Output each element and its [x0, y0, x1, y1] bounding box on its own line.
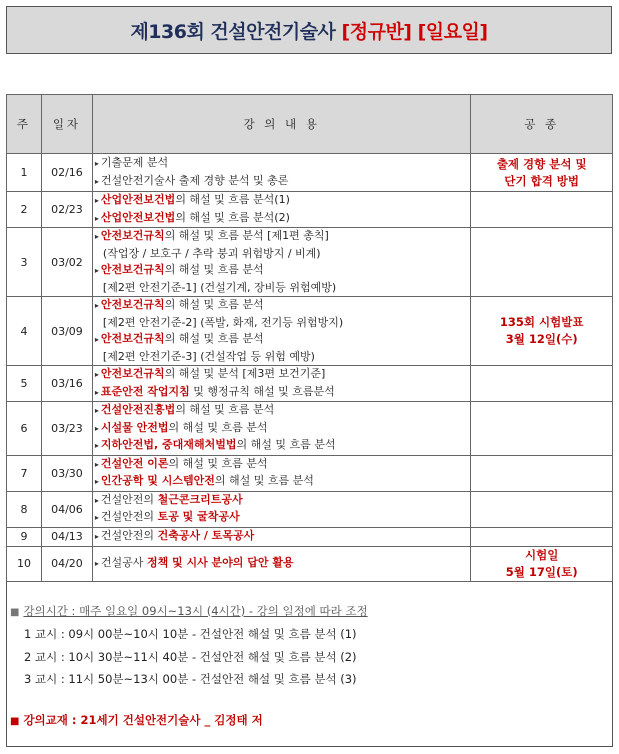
title-tag-regular: [정규반] — [341, 20, 412, 43]
table-row — [7, 491, 613, 527]
content-line — [95, 155, 467, 173]
date-cell: 03/02 — [41, 228, 92, 297]
content-line — [95, 366, 467, 384]
content-text: 의 해설 및 흐름 분석 — [164, 332, 264, 345]
content-text: 의 해설 및 흐름 분석 — [214, 474, 314, 487]
note-line: 5월 17일(토) — [505, 564, 578, 579]
content-text: 의 해설 및 흐름 분석 — [168, 420, 268, 434]
content-text: 건설안전의 — [100, 492, 158, 506]
table-row — [7, 154, 613, 192]
note-cell — [471, 402, 613, 456]
date-cell: 03/23 — [41, 402, 92, 456]
content-text: 의 해설 및 흐름 분석 — [236, 438, 336, 451]
content-line — [95, 528, 467, 546]
note-line: 시험일 — [525, 547, 559, 562]
date-cell: 02/16 — [41, 154, 92, 192]
content-line — [95, 331, 467, 349]
period-3: 3 교시 : 11시 50분~13시 00분 - 건설안전 해설 및 흐름 분석 (3) — [24, 672, 357, 686]
content-line — [95, 228, 467, 246]
content-text: 건설공사 — [100, 555, 147, 569]
highlight-text: 철근콘크리트공사 — [157, 492, 243, 506]
table-row — [7, 402, 613, 456]
highlight-text: 산업안전보건법 — [100, 193, 176, 206]
content-cell — [92, 402, 471, 456]
content-line — [95, 492, 467, 510]
content-text: 기출문제 분석 — [100, 156, 169, 169]
highlight-text: 인간공학 및 시스템안전 — [100, 474, 215, 487]
textbook — [10, 712, 263, 728]
schedule-table — [6, 94, 613, 582]
content-cell — [92, 154, 471, 192]
week-cell: 6 — [7, 402, 42, 456]
content-line — [95, 456, 467, 474]
table-row — [7, 192, 613, 228]
content-line — [95, 280, 467, 297]
highlight-text: 건축공사 / 토목공사 — [157, 528, 255, 542]
content-line — [95, 509, 467, 527]
content-text: [제2편 안전기준-3] (건설작업 등 위험 예방) — [102, 349, 315, 363]
date-cell: 04/06 — [41, 491, 92, 527]
textbook-text: 강의교재 : 21세기 건설안전기술사 _ 김정태 저 — [23, 713, 263, 727]
highlight-text: 안전보건규칙 — [100, 332, 165, 345]
header-content: 강 의 내 용 — [92, 95, 471, 154]
content-text: [제2편 안전기준-1] (건설기계, 장비등 위험예방) — [102, 280, 337, 294]
content-line — [95, 246, 467, 263]
highlight-text: 안전보건규칙 — [100, 263, 165, 276]
note-cell — [471, 491, 613, 527]
highlight-text: 산업안전보건법 — [100, 210, 176, 224]
content-cell — [92, 297, 471, 366]
highlight-text: 안전보건규칙 — [100, 298, 165, 311]
highlight-text: 표준안전 작업지침 — [100, 384, 190, 398]
period-2: 2 교시 : 10시 30분~11시 40분 - 건설안전 해설 및 흐름 분석 (2) — [24, 650, 357, 664]
table-row — [7, 455, 613, 491]
page-title — [6, 6, 612, 54]
date-cell: 03/30 — [41, 455, 92, 491]
content-text: 및 행정규칙 해설 및 흐름분석 — [189, 384, 335, 398]
week-cell: 1 — [7, 154, 42, 192]
content-cell — [92, 228, 471, 297]
content-cell — [92, 366, 471, 402]
week-cell: 8 — [7, 491, 42, 527]
date-cell: 02/23 — [41, 192, 92, 228]
date-cell: 03/16 — [41, 366, 92, 402]
content-text: 건설안전의 — [100, 528, 158, 542]
note-cell — [471, 366, 613, 402]
week-cell: 9 — [7, 527, 42, 546]
highlight-text: 건설안전진흥법 — [100, 403, 176, 416]
week-cell: 10 — [7, 546, 42, 581]
square-bullet-icon: ■ — [10, 716, 20, 727]
date-cell: 04/13 — [41, 527, 92, 546]
content-text: 건설안전의 — [100, 510, 158, 523]
note-cell — [471, 297, 613, 366]
content-line — [95, 173, 467, 191]
note-line: 단기 합격 방법 — [504, 173, 580, 188]
content-line — [95, 473, 467, 491]
highlight-text: 건설안전 이론 — [100, 456, 169, 470]
title-prefix: 제136회 건설안전기술사 — [130, 20, 336, 43]
note-line: 출제 경향 분석 및 — [496, 156, 587, 171]
highlight-text: 토공 및 굴착공사 — [157, 510, 240, 523]
content-text: 의 해설 및 흐름 분석 — [175, 403, 275, 416]
content-line — [95, 297, 467, 315]
content-text: 건설안전기술사 출제 경향 분석 및 총론 — [100, 173, 289, 187]
table-row — [7, 527, 613, 546]
content-line — [95, 402, 467, 420]
table-row — [7, 297, 613, 366]
table-row — [7, 546, 613, 581]
content-text: 의 해설 및 분석 [제3편 보건기준] — [164, 367, 326, 380]
content-line — [95, 210, 467, 228]
note-cell — [471, 455, 613, 491]
note-line: 3월 12일(수) — [505, 332, 578, 346]
period-1: 1 교시 : 09시 00분~10시 10분 - 건설안전 해설 및 흐름 분석 (1) — [24, 627, 357, 641]
content-line — [95, 315, 467, 332]
week-cell: 3 — [7, 228, 42, 297]
content-cell — [92, 455, 471, 491]
content-cell — [92, 527, 471, 546]
date-cell: 04/20 — [41, 546, 92, 581]
table-header-row — [7, 95, 613, 154]
week-cell: 2 — [7, 192, 42, 228]
header-note: 공 종 — [471, 95, 613, 154]
lecture-time — [10, 603, 368, 619]
note-cell — [471, 192, 613, 228]
highlight-text: 정책 및 시사 분야의 답안 활용 — [146, 555, 294, 569]
note-line: 135회 시험발표 — [499, 315, 584, 329]
week-cell: 7 — [7, 455, 42, 491]
lecture-time-text: 강의시간 : 매주 일요일 09시~13시 (4시간) - 강의 일정에 따라 조정 — [23, 604, 368, 618]
content-line — [95, 349, 467, 366]
content-text: [제2편 안전기준-2] (폭발, 화재, 전기등 위험방지) — [102, 315, 344, 329]
note-cell — [471, 546, 613, 581]
note-cell — [471, 228, 613, 297]
square-bullet-icon: ■ — [10, 607, 20, 618]
title-tag-sunday: [일요일] — [417, 20, 488, 43]
content-text: 의 해설 및 흐름 분석 — [168, 456, 268, 470]
content-text: 의 해설 및 흐름 분석 [제1편 총칙] — [164, 229, 329, 242]
content-line — [95, 437, 467, 455]
content-text: 의 해설 및 흐름 분석 — [164, 263, 264, 276]
week-cell: 5 — [7, 366, 42, 402]
content-cell — [92, 546, 471, 581]
table-row — [7, 228, 613, 297]
header-date: 일자 — [41, 95, 92, 154]
week-cell: 4 — [7, 297, 42, 366]
highlight-text: 안전보건규칙 — [100, 229, 165, 242]
content-text: 의 해설 및 흐름 분석 — [164, 298, 264, 311]
content-line — [95, 555, 467, 573]
highlight-text: 지하안전법, 중대재해처벌법 — [100, 438, 237, 451]
content-cell — [92, 491, 471, 527]
highlight-text: 시설물 안전법 — [100, 420, 169, 434]
content-text: (작업장 / 보호구 / 추락 붕괴 위험방지 / 비계) — [102, 246, 321, 260]
content-line — [95, 420, 467, 438]
note-cell — [471, 154, 613, 192]
highlight-text: 안전보건규칙 — [100, 367, 165, 380]
content-text: 의 해설 및 흐름 분석(2) — [175, 210, 290, 224]
table-row — [7, 366, 613, 402]
content-cell — [92, 192, 471, 228]
note-cell — [471, 527, 613, 546]
content-line — [95, 262, 467, 280]
date-cell: 03/09 — [41, 297, 92, 366]
content-line — [95, 384, 467, 402]
content-line — [95, 192, 467, 210]
content-text: 의 해설 및 흐름 분석(1) — [175, 193, 290, 206]
header-week: 주 — [7, 95, 42, 154]
